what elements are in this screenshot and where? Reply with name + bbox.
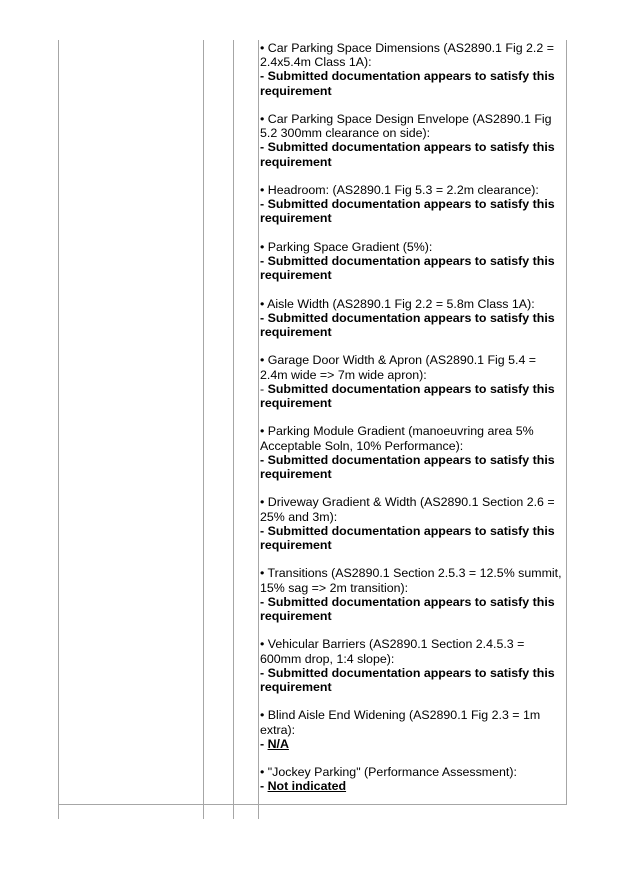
requirement-text: • Parking Space Gradient (5%): bbox=[260, 239, 433, 254]
requirement-item bbox=[260, 765, 563, 793]
assessment-response: Submitted documentation appears to satisfy this requirement bbox=[260, 381, 555, 410]
assessment-dash: - bbox=[260, 140, 268, 155]
assessment-dash: - bbox=[260, 665, 268, 680]
assessment-response: N/A bbox=[267, 736, 289, 751]
requirement-item bbox=[260, 112, 563, 169]
assessment-dash: - bbox=[260, 452, 268, 467]
requirement-text: • Aisle Width (AS2890.1 Fig 2.2 = 5.8m Class 1A): bbox=[260, 296, 535, 311]
requirement-text: • Blind Aisle End Widening (AS2890.1 Fig 2.3 = 1m extra): bbox=[260, 708, 541, 737]
assessment-line bbox=[260, 140, 563, 168]
requirement-item bbox=[260, 240, 563, 283]
assessment-response: Not indicated bbox=[267, 779, 347, 794]
assessment-response: Submitted documentation appears to satisfy this requirement bbox=[260, 452, 555, 481]
assessment-line bbox=[260, 254, 563, 282]
assessment-line bbox=[260, 197, 563, 225]
assessment-dash: - bbox=[260, 254, 268, 268]
requirement-text: • Car Parking Space Design Envelope (AS2890.1 Fig 5.2 300mm clearance on side): bbox=[260, 112, 552, 141]
assessment-dash: - bbox=[260, 69, 268, 84]
assessment-line bbox=[260, 737, 563, 751]
requirement-text: • "Jockey Parking" (Performance Assessment): bbox=[260, 765, 517, 780]
assessment-line bbox=[260, 524, 563, 552]
assessment-response: Submitted documentation appears to satisfy this requirement bbox=[260, 310, 555, 339]
requirement-item bbox=[260, 424, 563, 481]
table-right-border bbox=[566, 40, 567, 804]
assessment-line bbox=[260, 453, 563, 481]
requirement-text: • Car Parking Space Dimensions (AS2890.1 Fig 2.2 = 2.4x5.4m Class 1A): bbox=[260, 41, 554, 70]
assessment-line bbox=[260, 666, 563, 694]
requirement-item bbox=[260, 353, 563, 410]
assessment-dash: - bbox=[260, 594, 268, 609]
assessment-dash: - bbox=[260, 779, 268, 794]
assessment-response: Submitted documentation appears to satisfy this requirement bbox=[260, 594, 555, 623]
requirement-text: • Garage Door Width & Apron (AS2890.1 Fig 5.4 = 2.4m wide => 7m wide apron): bbox=[260, 353, 537, 382]
column-divider-3 bbox=[258, 40, 259, 819]
assessment-response: Submitted documentation appears to satisfy this requirement bbox=[260, 665, 555, 694]
assessment-response: Submitted documentation appears to satisfy this requirement bbox=[260, 140, 555, 169]
assessment-line bbox=[260, 595, 563, 623]
assessment-dash: - bbox=[260, 310, 268, 325]
assessment-line bbox=[260, 382, 563, 410]
requirement-text: • Headroom: (AS2890.1 Fig 5.3 = 2.2m clearance): bbox=[260, 183, 539, 197]
requirement-text: • Driveway Gradient & Width (AS2890.1 Section 2.6 = 25% and 3m): bbox=[260, 495, 555, 524]
assessment-response: Submitted documentation appears to satisfy this requirement bbox=[260, 523, 555, 552]
assessment-response: Submitted documentation appears to satisfy this requirement bbox=[260, 197, 555, 226]
requirement-item bbox=[260, 41, 563, 98]
requirement-item bbox=[260, 637, 563, 694]
assessment-line bbox=[260, 779, 563, 793]
requirement-text: • Vehicular Barriers (AS2890.1 Section 2.4.5.3 = 600mm drop, 1:4 slope): bbox=[260, 637, 525, 666]
assessment-dash: - bbox=[260, 523, 268, 538]
table-left-border bbox=[58, 40, 59, 819]
assessment-response: Submitted documentation appears to satisfy this requirement bbox=[260, 254, 555, 283]
assessment-response: Submitted documentation appears to satisfy this requirement bbox=[260, 69, 555, 98]
assessment-dash: - bbox=[260, 381, 268, 396]
column-divider-1 bbox=[203, 40, 204, 819]
column-divider-2 bbox=[233, 40, 234, 819]
requirement-item bbox=[260, 183, 563, 226]
requirements-cell bbox=[260, 41, 563, 808]
assessment-dash: - bbox=[260, 197, 268, 212]
assessment-line bbox=[260, 311, 563, 339]
requirement-item bbox=[260, 566, 563, 623]
assessment-dash: - bbox=[260, 736, 268, 751]
requirement-item bbox=[260, 297, 563, 340]
requirement-item bbox=[260, 495, 563, 552]
requirement-item bbox=[260, 708, 563, 751]
requirement-text: • Parking Module Gradient (manoeuvring area 5% Acceptable Soln, 10% Performance): bbox=[260, 424, 534, 453]
requirement-text: • Transitions (AS2890.1 Section 2.5.3 = 12.5% summit, 15% sag => 2m transition): bbox=[260, 566, 562, 595]
assessment-line bbox=[260, 69, 563, 97]
